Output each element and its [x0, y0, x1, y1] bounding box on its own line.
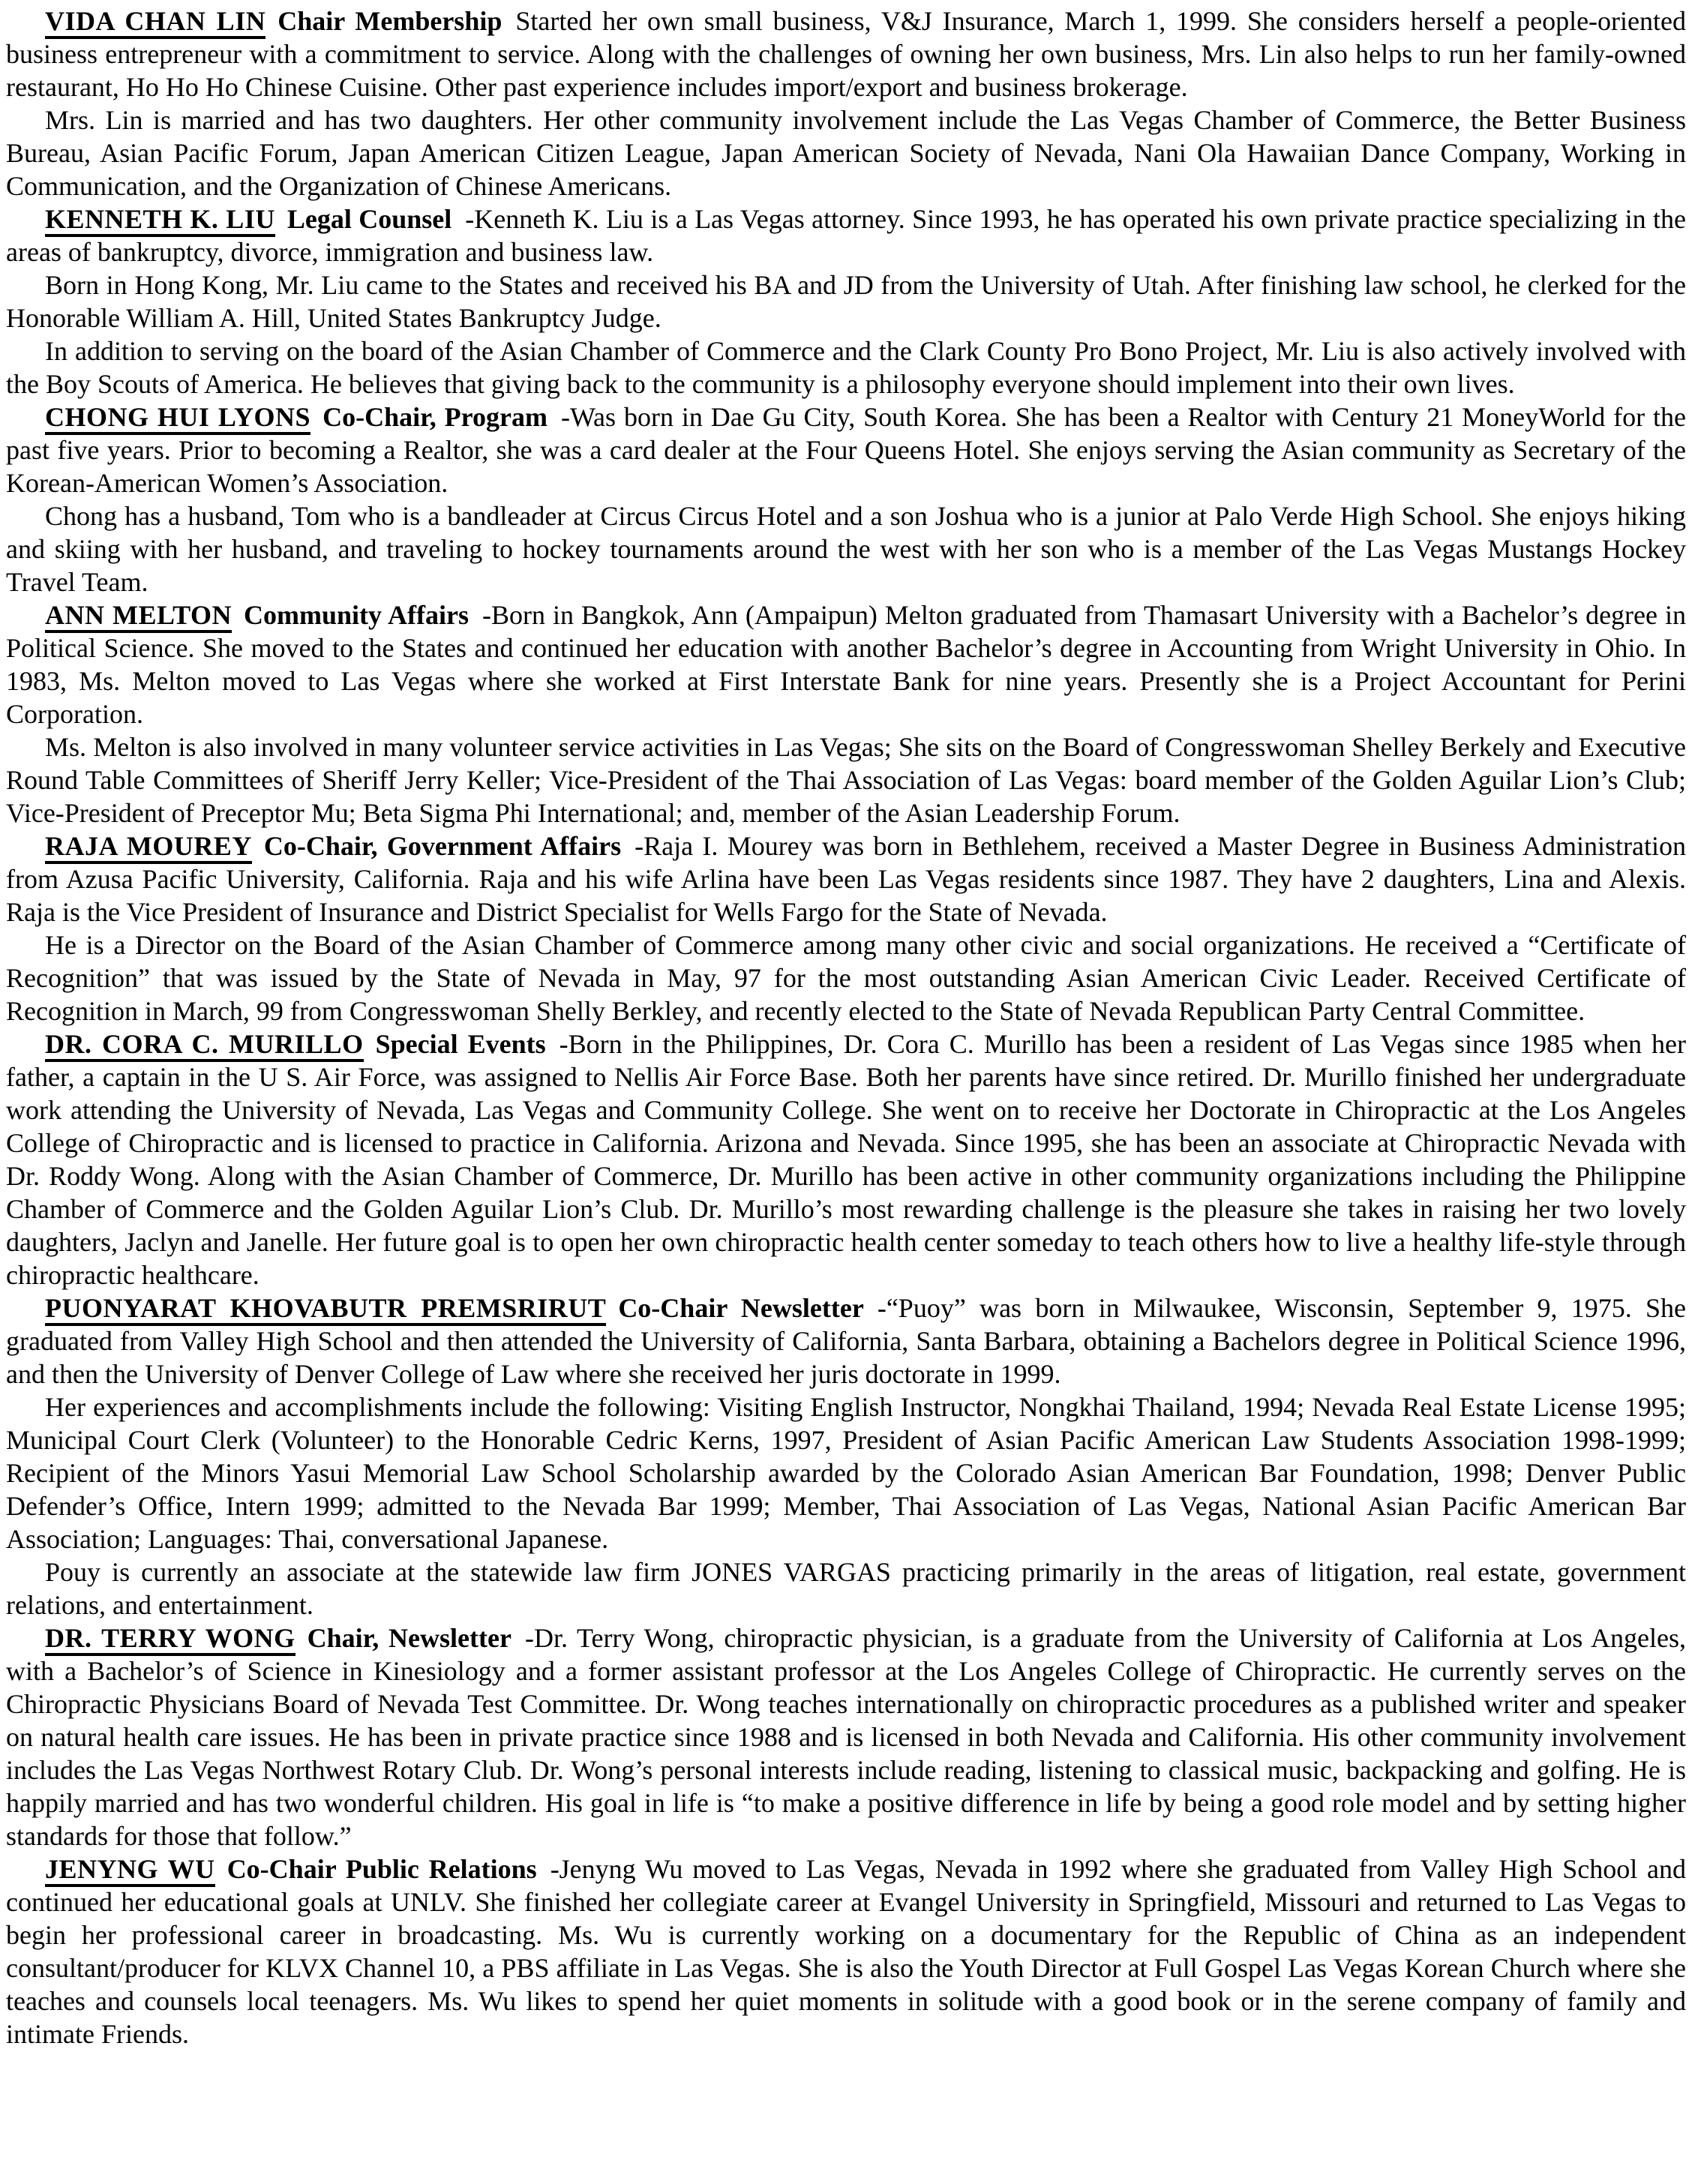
paragraph-text: Pouy is currently an associate at the statewide law firm JONES VARGAS practicing primarily in the areas of litigation, real estate, government relations, and entertainment. — [6, 1557, 1686, 1620]
bio-paragraph — [6, 928, 1686, 1028]
bio-paragraph — [6, 1622, 1686, 1852]
bio-paragraph — [6, 4, 1686, 104]
member-name: ANN MELTON — [45, 600, 232, 633]
bio-paragraph — [6, 598, 1686, 730]
member-name: DR. TERRY WONG — [45, 1623, 296, 1656]
member-title: Co-Chair, Government Affairs — [263, 831, 622, 861]
paragraph-text: Mrs. Lin is married and has two daughters. Her other community involvement include the Las Vegas Chamber of Commerce, the Better Business Bureau, Asian Pacific Forum, Japan American Citizen League, Japan American Society of Nevada, Nani Ola Hawaiian Dance Company, Working in Communication, and the Organization of Chinese Americans. — [6, 105, 1686, 201]
paragraph-text: -Born in the Philippines, Dr. Cora C. Murillo has been a resident of Las Vegas since 1985 when her father, a captain in the U S. Air Force, was assigned to Nellis Air Force Base. Both her parents have since retired. Dr. Murillo finished her undergraduate work attending the University of Nevada, Las Vegas and Community College. She went on to receive her Doctorate in Chiropractic at the Los Angeles College of Chiropractic and is licensed to practice in California. Arizona and Nevada. Since 1995, she has been an associate at Chiropractic Nevada with Dr. Roddy Wong. Along with the Asian Chamber of Commerce, Dr. Murillo has been active in other community organizations including the Philippine Chamber of Commerce and the Golden Aguilar Lion’s Club. Dr. Murillo’s most rewarding challenge is the pleasure she takes in raising her two lovely daughters, Jaclyn and Janelle. Her future goal is to open her own chiropractic health center someday to teach others how to live a healthy life-style through chiropractic healthcare. — [6, 1029, 1687, 1290]
paragraph-text: Born in Hong Kong, Mr. Liu came to the States and received his BA and JD from the University of Utah. After finishing law school, he clerked for the Honorable William A. Hill, United States Bankruptcy Judge. — [6, 270, 1686, 333]
paragraph-text: Started her own small business, V&J Insurance, March 1, 1999. She considers herself a people-oriented business entrepreneur with a commitment to service. Along with the challenges of owning her own business, Mrs. Lin also helps to run her family-owned restaurant, Ho Ho Ho Chinese Cuisine. Other past experience includes import/export and business brokerage. — [6, 6, 1686, 102]
member-name: RAJA MOUREY — [45, 831, 252, 864]
member-title: Co-Chair Newsletter — [618, 1293, 864, 1323]
member-title: Community Affairs — [244, 600, 469, 630]
paragraph-text: -Dr. Terry Wong, chiropractic physician, is a graduate from the University of California at Los Angeles, with a Bachelor’s of Science in Kinesiology and a former assistant professor at the Los Angeles College of Chiropractic. He currently serves on the Chiropractic Physicians Board of Nevada Test Committee. Dr. Wong teaches internationally on chiropractic procedures as a published writer and speaker on natural health care issues. He has been in private practice since 1988 and is licensed in both Nevada and California. His other community involvement includes the Las Vegas Northwest Rotary Club. Dr. Wong’s personal interests include reading, listening to classical music, backpacking and golfing. He is happily married and has two wonderful children. His goal in life is “to make a positive difference in life by being a good role model and by setting higher standards for those that follow.” — [6, 1623, 1686, 1851]
paragraph-text: In addition to serving on the board of the Asian Chamber of Commerce and the Clark County Pro Bono Project, Mr. Liu is also actively involved with the Boy Scouts of America. He believes that giving back to the community is a philosophy everyone should implement into their own lives. — [6, 336, 1686, 399]
member-title: Legal Counsel — [286, 204, 452, 234]
bio-paragraph — [6, 1292, 1686, 1390]
member-name: CHONG HUI LYONS — [45, 402, 310, 435]
member-title: Special Events — [375, 1029, 546, 1059]
paragraph-text: Chong has a husband, Tom who is a bandleader at Circus Circus Hotel and a son Joshua who is a junior at Palo Verde High School. She enjoys hiking and skiing with her husband, and traveling to hockey tournaments around the west with her son who is a member of the Las Vegas Mustangs Hockey Travel Team. — [6, 501, 1686, 597]
paragraph-text: Ms. Melton is also involved in many volunteer service activities in Las Vegas; She sits on the Board of Congresswoman Shelley Berkely and Executive Round Table Committees of Sheriff Jerry Keller; Vice-President of the Thai Association of Las Vegas: board member of the Golden Aguilar Lion’s Club; Vice-President of Preceptor Mu; Beta Sigma Phi International; and, member of the Asian Leadership Forum. — [6, 732, 1686, 828]
bio-paragraph — [6, 1390, 1686, 1556]
bio-paragraph — [6, 1556, 1686, 1622]
bio-paragraph — [6, 104, 1686, 202]
member-title: Chair Membership — [278, 6, 502, 36]
member-name: PUONYARAT KHOVABUTR PREMSRIRUT — [45, 1293, 606, 1326]
paragraph-text: -Born in Bangkok, Ann (Ampaipun) Melton graduated from Thamasart University with a Bachelor’s degree in Political Science. She moved to the States and continued her education with another Bachelor’s degree in Accounting from Wright University in Ohio. In 1983, Ms. Melton moved to Las Vegas where she worked at First Interstate Bank for nine years. Presently she is a Project Accountant for Perini Corporation. — [6, 600, 1686, 729]
member-name: DR. CORA C. MURILLO — [45, 1029, 364, 1062]
member-title: Co-Chair Public Relations — [226, 1854, 537, 1884]
bio-paragraph — [6, 830, 1686, 928]
member-name: VIDA CHAN LIN — [45, 6, 266, 39]
member-name: JENYNG WU — [45, 1854, 215, 1887]
member-title: Co-Chair, Program — [322, 402, 548, 432]
bio-paragraph — [6, 730, 1686, 830]
paragraph-text: -Was born in Dae Gu City, South Korea. She has been a Realtor with Century 21 MoneyWorld for the past five years. Prior to becoming a Realtor, she was a card dealer at the Four Queens Hotel. She enjoys serving the Asian community as Secretary of the Korean-American Women’s Association. — [6, 402, 1687, 498]
paragraph-text: Her experiences and accomplishments include the following: Visiting English Instructor, Nongkhai Thailand, 1994; Nevada Real Estate License 1995; Municipal Court Clerk (Volunteer) to the Honorable Cedric Kerns, 1997, President of Asian Pacific American Law Students Association 1998-1999; Recipient of the Minors Yasui Memorial Law School Scholarship awarded by the Colorado Asian American Bar Foundation, 1998; Denver Public Defender’s Office, Intern 1999; admitted to the Nevada Bar 1999; Member, Thai Association of Las Vegas, National Asian Pacific American Bar Association; Languages: Thai, conversational Japanese. — [6, 1392, 1686, 1554]
member-title: Chair, Newsletter — [307, 1623, 512, 1653]
paragraph-text: -Raja I. Mourey was born in Bethlehem, received a Master Degree in Business Administration from Azusa Pacific University, California. Raja and his wife Arlina have been Las Vegas residents since 1987. They have 2 daughters, Lina and Alexis. Raja is the Vice President of Insurance and District Specialist for Wells Fargo for the State of Nevada. — [6, 831, 1686, 927]
bio-paragraph — [6, 268, 1686, 334]
bio-paragraph — [6, 500, 1686, 598]
bio-paragraph — [6, 1852, 1686, 2050]
bio-paragraph — [6, 400, 1686, 500]
member-name: KENNETH K. LIU — [45, 204, 275, 237]
paragraph-text: -Jenyng Wu moved to Las Vegas, Nevada in 1992 where she graduated from Valley High School and continued her educational goals at UNLV. She finished her collegiate career at Evangel University in Springfield, Missouri and returned to Las Vegas to begin her professional career in broadcasting. Ms. Wu is currently working on a documentary for the Republic of China as an independent consultant/producer for KLVX Channel 10, a PBS affiliate in Las Vegas. She is also the Youth Director at Full Gospel Las Vegas Korean Church where she teaches and counsels local teenagers. Ms. Wu likes to spend her quiet moments in solitude with a good book or in the serene company of family and intimate Friends. — [6, 1854, 1687, 2049]
paragraph-text: He is a Director on the Board of the Asian Chamber of Commerce among many other civic and social organizations. He received a “Certificate of Recognition” that was issued by the State of Nevada in May, 97 for the most outstanding Asian American Civic Leader. Received Certificate of Recognition in March, 99 from Congresswoman Shelly Berkley, and recently elected to the State of Nevada Republican Party Central Committee. — [6, 930, 1686, 1026]
bio-paragraph — [6, 334, 1686, 400]
paragraph-text: -Kenneth K. Liu is a Las Vegas attorney. Since 1993, he has operated his own private practice specializing in the areas of bankruptcy, divorce, immigration and business law. — [6, 204, 1686, 267]
bio-paragraph — [6, 202, 1686, 268]
bio-paragraph — [6, 1028, 1686, 1292]
paragraph-text: -“Puoy” was born in Milwaukee, Wisconsin, September 9, 1975. She graduated from Valley High School and then attended the University of California, Santa Barbara, obtaining a Bachelors degree in Political Science 1996, and then the University of Denver College of Law where she received her juris doctorate in 1999. — [6, 1293, 1687, 1389]
